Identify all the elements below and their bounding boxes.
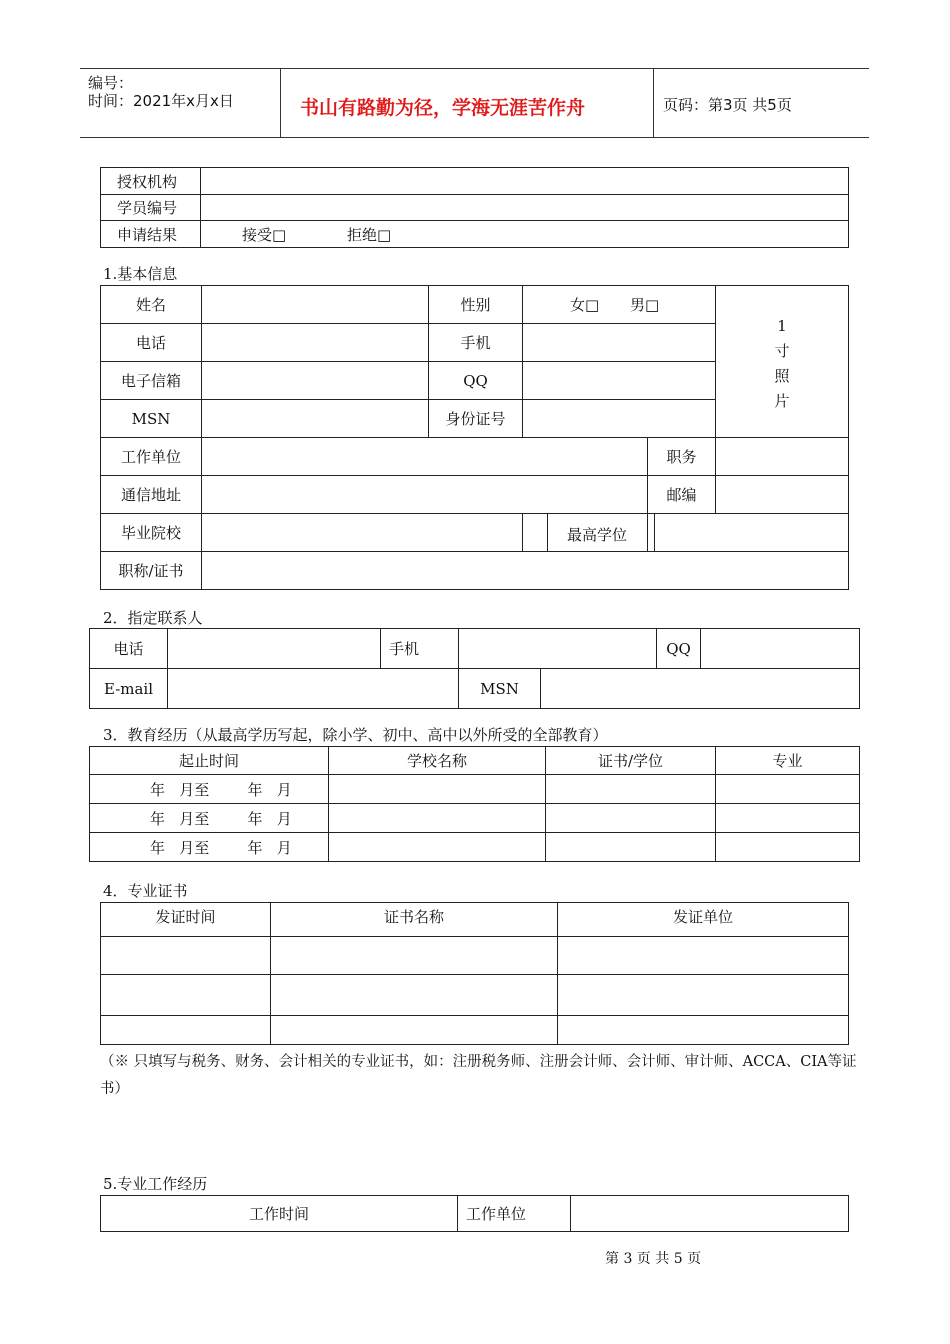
work-employer-label: 工作单位: [458, 1196, 571, 1232]
position-field[interactable]: [716, 438, 849, 476]
edu-header-school: 学校名称: [329, 747, 546, 775]
education-table: [89, 746, 860, 862]
work-experience-table: [100, 1195, 849, 1232]
edu-major-field[interactable]: [716, 833, 860, 862]
header-divider: [280, 69, 281, 137]
name-field[interactable]: [202, 286, 429, 324]
edu-cert-field[interactable]: [546, 804, 716, 833]
authorization-table: [100, 167, 849, 248]
cert-date-field[interactable]: [101, 937, 271, 975]
cert-issuer-field[interactable]: [558, 975, 849, 1016]
edu-school-field[interactable]: [329, 775, 546, 804]
edu-cert-field[interactable]: [546, 833, 716, 862]
name-label: 姓名: [101, 286, 202, 324]
section5-title: 5.专业工作经历: [103, 1175, 208, 1193]
cert-date-field[interactable]: [101, 1016, 271, 1045]
contact-qq-field[interactable]: [701, 629, 860, 669]
position-label: 职务: [648, 438, 716, 476]
contact-mobile-field[interactable]: [459, 629, 657, 669]
degree-field[interactable]: [648, 514, 849, 552]
postcode-field[interactable]: [716, 476, 849, 514]
header-divider: [653, 69, 654, 137]
edu-school-field[interactable]: [329, 833, 546, 862]
student-id-field[interactable]: [201, 195, 849, 221]
contact-phone-label: 电话: [90, 629, 168, 669]
edu-header-period: 起止时间: [90, 747, 329, 775]
title-cert-label: 职称/证书: [101, 552, 202, 590]
cert-header-date: 发证时间: [101, 903, 271, 937]
qq-field[interactable]: [523, 362, 716, 400]
edu-major-field[interactable]: [716, 775, 860, 804]
section2-title: 2．指定联系人: [103, 609, 203, 627]
mobile-label: 手机: [429, 324, 523, 362]
page-footer: 第 3 页 共 5 页: [605, 1251, 702, 1267]
gender-field: [523, 286, 716, 324]
mobile-field[interactable]: [523, 324, 716, 362]
time-label: 时间：2021年x月x日: [88, 92, 234, 110]
gender-label: 性别: [429, 286, 523, 324]
cert-name-field[interactable]: [271, 937, 558, 975]
contact-email-field[interactable]: [168, 669, 459, 709]
female-checkbox[interactable]: 女□: [570, 296, 600, 314]
msn-field[interactable]: [202, 400, 429, 438]
section4-title: 4．专业证书: [103, 882, 188, 900]
cert-name-field[interactable]: [271, 1016, 558, 1045]
id-number-field[interactable]: [523, 400, 716, 438]
contact-email-label: E-mail: [90, 669, 168, 709]
edu-header-major: 专业: [716, 747, 860, 775]
photo-text: 1: [777, 317, 787, 335]
photo-text: 寸: [774, 342, 790, 360]
number-label: 编号：: [88, 74, 134, 92]
section1-title: 1.基本信息: [103, 265, 178, 283]
title-cert-field[interactable]: [202, 552, 849, 590]
photo-text: 片: [774, 392, 790, 410]
employer-label: 工作单位: [101, 438, 202, 476]
phone-field[interactable]: [202, 324, 429, 362]
section3-title: 3．教育经历（从最高学历写起，除小学、初中、高中以外所受的全部教育）: [103, 726, 608, 744]
cell-divider: [654, 514, 655, 552]
auth-org-field[interactable]: [201, 168, 849, 195]
contact-qq-label: QQ: [657, 629, 701, 669]
result-label: 申请结果: [101, 221, 201, 248]
address-field[interactable]: [202, 476, 648, 514]
accept-checkbox[interactable]: 接受□: [242, 225, 287, 244]
result-field: [201, 221, 849, 248]
school-field[interactable]: [202, 514, 523, 552]
cert-issuer-field[interactable]: [558, 937, 849, 975]
msn-label: MSN: [101, 400, 202, 438]
cert-issuer-field[interactable]: [558, 1016, 849, 1045]
id-number-label: 身份证号: [429, 400, 523, 438]
cert-header-name: 证书名称: [271, 903, 558, 937]
edu-period[interactable]: 年 月至 年 月: [90, 833, 329, 862]
reject-checkbox[interactable]: 拒绝□: [346, 225, 392, 244]
postcode-label: 邮编: [648, 476, 716, 514]
cert-name-field[interactable]: [271, 975, 558, 1016]
contact-phone-field[interactable]: [168, 629, 381, 669]
work-time-label: 工作时间: [101, 1196, 458, 1232]
contact-msn-field[interactable]: [541, 669, 860, 709]
contact-msn-label: MSN: [459, 669, 541, 709]
photo-box: [716, 286, 849, 438]
edu-header-cert: 证书/学位: [546, 747, 716, 775]
male-checkbox[interactable]: 男□: [629, 296, 660, 314]
photo-text: 照: [774, 367, 790, 385]
basic-info-table: [100, 285, 849, 590]
email-field[interactable]: [202, 362, 429, 400]
certificates-table: [100, 902, 849, 1045]
page-label: 页码：第3页 共5页: [663, 96, 792, 114]
address-label: 通信地址: [101, 476, 202, 514]
certificate-note: （※ 只填写与税务、财务、会计相关的专业证书，如：注册税务师、注册会计师、会计师、审计师、ACCA、CIA等证书）: [100, 1054, 857, 1097]
edu-major-field[interactable]: [716, 804, 860, 833]
cell-divider: [547, 514, 548, 552]
page-header: [80, 68, 869, 138]
cert-date-field[interactable]: [101, 975, 271, 1016]
qq-label: QQ: [429, 362, 523, 400]
work-employer-field[interactable]: [571, 1196, 849, 1232]
email-label: 电子信箱: [101, 362, 202, 400]
edu-period[interactable]: 年 月至 年 月: [90, 804, 329, 833]
contact-person-table: [89, 628, 860, 709]
student-id-label: 学员编号: [101, 195, 201, 221]
degree-label: 最高学位: [567, 526, 628, 544]
edu-school-field[interactable]: [329, 804, 546, 833]
contact-mobile-label: 手机: [381, 629, 459, 669]
edu-period[interactable]: 年 月至 年 月: [90, 775, 329, 804]
cert-header-issuer: 发证单位: [558, 903, 849, 937]
header-motto: 书山有路勤为径，学海无涯苦作舟: [300, 97, 586, 119]
school-label: 毕业院校: [101, 514, 202, 552]
phone-label: 电话: [101, 324, 202, 362]
auth-org-label: 授权机构: [101, 168, 201, 195]
employer-field[interactable]: [202, 438, 648, 476]
edu-cert-field[interactable]: [546, 775, 716, 804]
